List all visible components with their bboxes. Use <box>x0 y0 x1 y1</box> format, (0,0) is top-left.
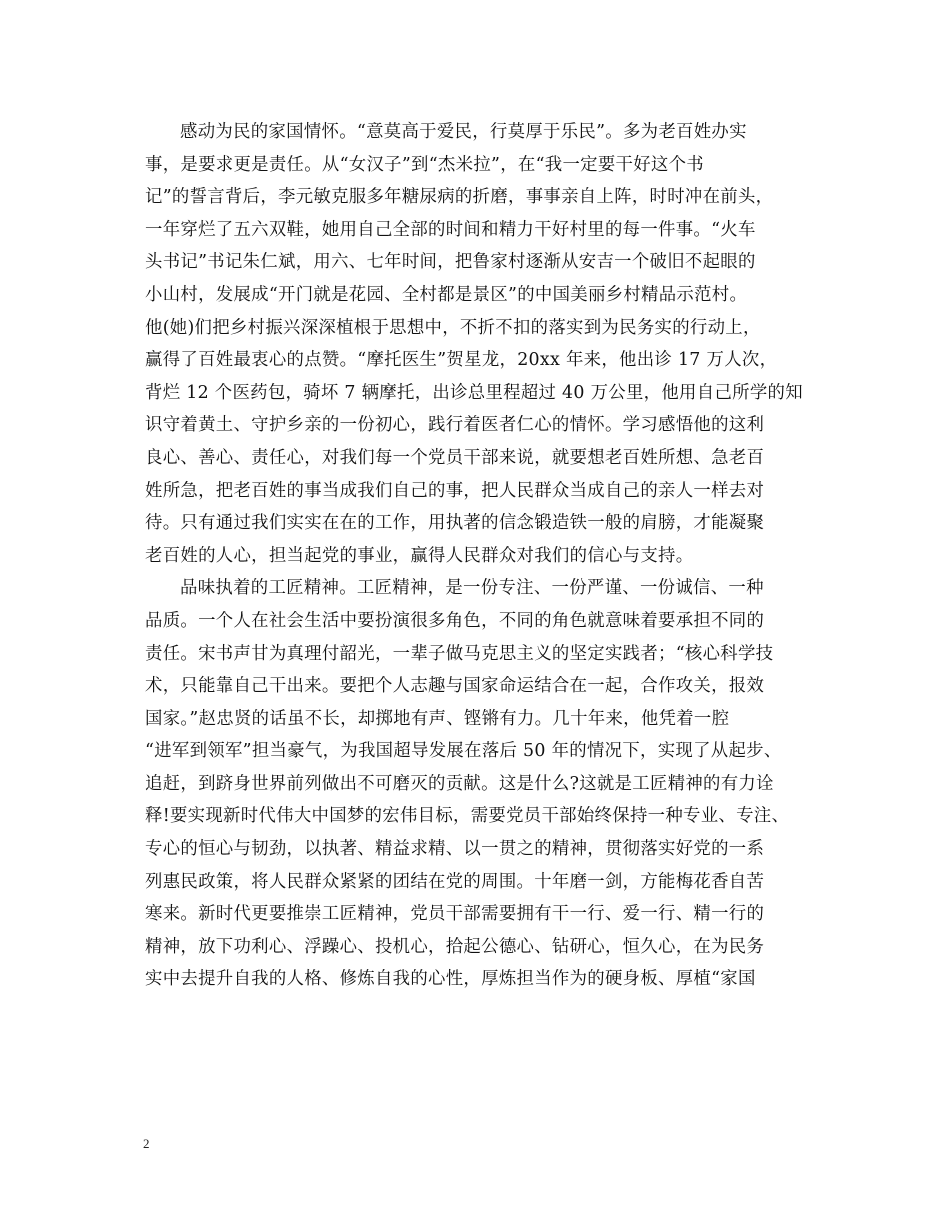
paragraph-line: 良心、善心、责任心，对我们每一个党员干部来说，就要想老百姓所想、急老百 <box>145 447 765 468</box>
paragraph-line: 术，只能靠自己干出来。要把个人志趣与国家命运结合在一起，合作攻关，报效 <box>145 676 765 697</box>
paragraph-line: 精神，放下功利心、浮躁心、投机心，拾起公德心、钻研心，恒久心，在为民务 <box>145 936 765 957</box>
paragraph-line: 专心的恒心与韧劲，以执著、精益求精、以一贯之的精神，贯彻落实好党的一系 <box>145 839 765 860</box>
paragraph-line: 国家。”赵忠贤的话虽不长，却掷地有声、铿锵有力。几十年来，他凭着一腔 <box>145 708 730 729</box>
paragraph-line: 头书记”书记朱仁斌，用六、七年时间，把鲁家村逐渐从安吉一个破旧不起眼的 <box>145 252 756 273</box>
paragraph-line: 小山村，发展成“开门就是花园、全村都是景区”的中国美丽乡村精品示范村。 <box>145 284 748 305</box>
paragraph-line: 他(她)们把乡村振兴深深植根于思想中，不折不扣的落实到为民务实的行动上， <box>145 317 761 338</box>
paragraph-line: “进军到领军”担当豪气，为我国超导发展在落后 50 年的情况下，实现了从起步、 <box>145 741 782 762</box>
paragraph-line: 事，是要求更是责任。从“女汉子”到“杰米拉”，在“我一定要干好这个书 <box>145 154 704 175</box>
paragraph-line: 寒来。新时代更要推崇工匠精神，党员干部需要拥有干一行、爱一行、精一行的 <box>145 904 765 925</box>
paragraph-line: 释!要实现新时代伟大中国梦的宏伟目标，需要党员干部始终保持一种专业、专注、 <box>145 806 790 827</box>
paragraph-line: 待。只有通过我们实实在在的工作，用执著的信念锻造铁一般的肩膀，才能凝聚 <box>145 513 765 534</box>
paragraph-line: 一年穿烂了五六双鞋，她用自己全部的时间和精力干好村里的每一件事。“火车 <box>145 219 756 240</box>
paragraph-line: 实中去提升自我的人格、修炼自我的心性，厚炼担当作为的硬身板、厚植“家国 <box>145 969 756 990</box>
paragraph-line: 责任。宋书声甘为真理付韶光，一辈子做马克思主义的坚定实践者；“核心科学技 <box>145 643 774 664</box>
paragraph-line: 识守着黄土、守护乡亲的一份初心，践行着医者仁心的情怀。学习感悟他的这利 <box>145 415 765 436</box>
paragraph-line: 背烂 12 个医药包，骑坏 7 辆摩托，出诊总里程超过 40 万公里，他用自己所学的知 <box>145 382 803 403</box>
paragraph-line: 老百姓的人心，担当起党的事业，赢得人民群众对我们的信心与支持。 <box>145 545 694 566</box>
paragraph-line: 列惠民政策，将人民群众紧紧的团结在党的周围。十年磨一剑，方能梅花香自苦 <box>145 871 765 892</box>
paragraph-line: 感动为民的家国情怀。“意莫高于爱民，行莫厚于乐民”。多为老百姓办实 <box>180 122 747 142</box>
paragraph-line: 品味执着的工匠精神。工匠精神，是一份专注、一份严谨、一份诚信、一种 <box>180 578 764 599</box>
paragraph-line: 赢得了百姓最衷心的点赞。“摩托医生”贺星龙，20xx 年来，他出诊 17 万人次， <box>145 350 778 371</box>
paragraph-line: 记”的誓言背后，李元敏克服多年糖尿病的折磨，事事亲自上阵，时时冲在前头， <box>145 187 774 208</box>
page-number: 2 <box>143 1136 150 1151</box>
paragraph-line: 姓所急，把老百姓的事当成我们自己的事，把人民群众当成自己的亲人一样去对 <box>145 480 765 501</box>
paragraph-line: 品质。一个人在社会生活中要扮演很多角色，不同的角色就意味着要承担不同的 <box>145 610 765 631</box>
paragraph-line: 追赶，到跻身世界前列做出不可磨灭的贡献。这是什么?这就是工匠精神的有力诠 <box>145 773 774 794</box>
body-text <box>145 116 825 996</box>
